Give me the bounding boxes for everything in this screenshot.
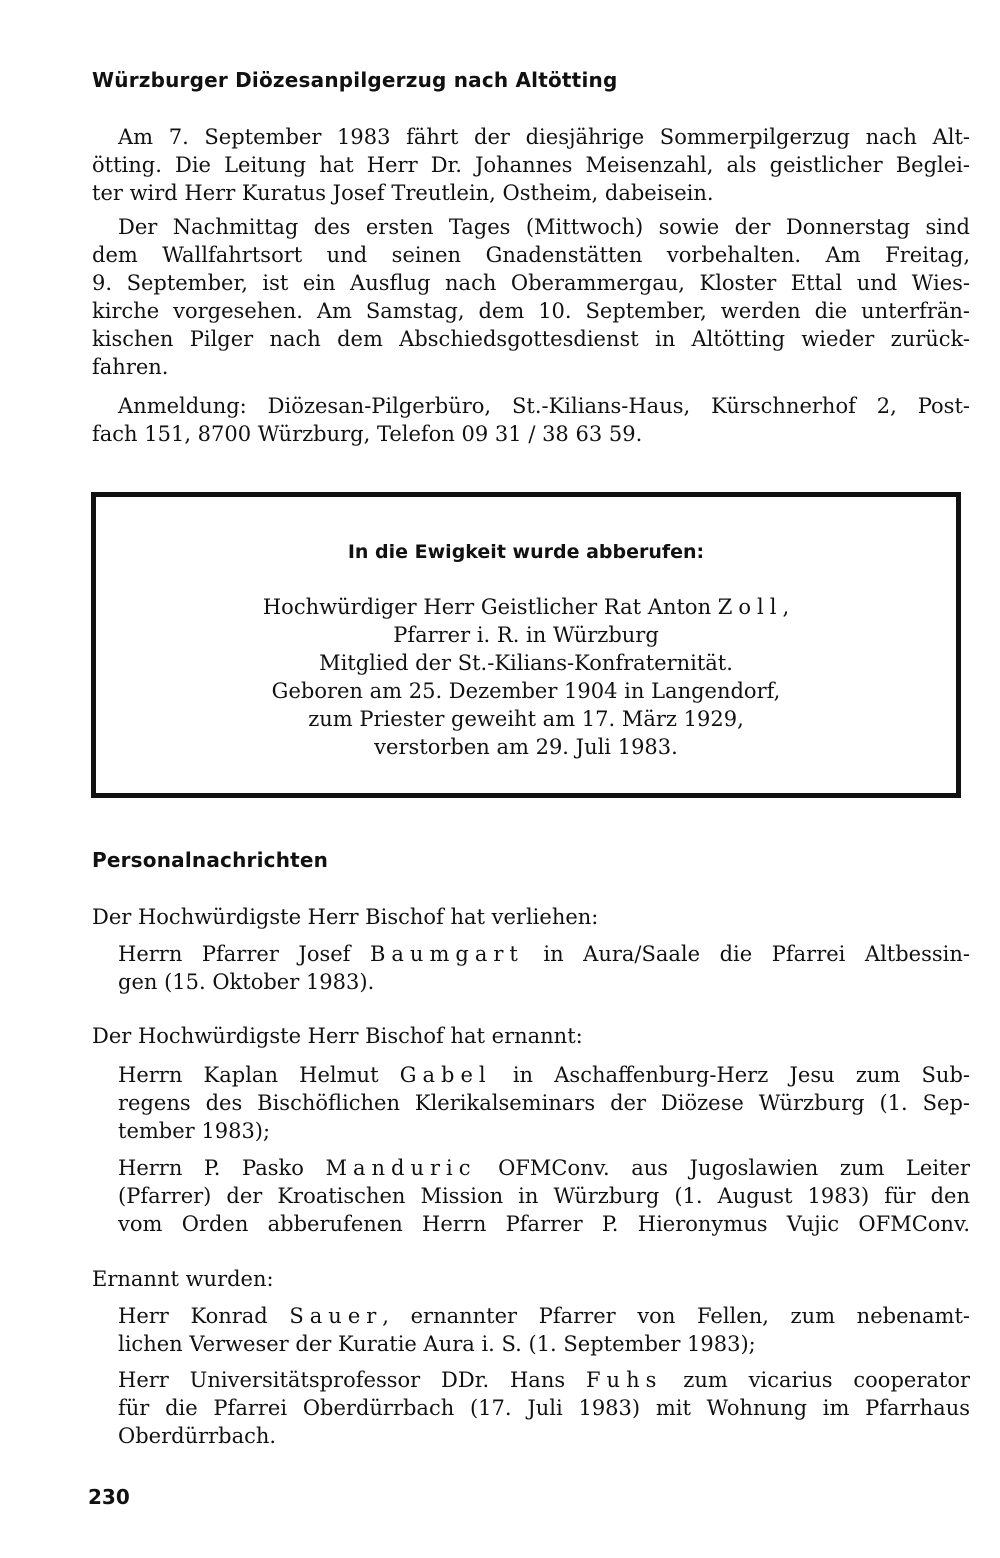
paragraph-line: 9. September, ist ein Ausflug nach Oberammergau, Kloster Ettal und Wies-	[92, 271, 970, 295]
obituary-text: Hochwürdiger Herr Geistlicher Rat Anton	[262, 595, 718, 619]
entry-text: zum vicarius cooperator	[662, 1368, 970, 1392]
paragraph-line: dem Wallfahrtsort und seinen Gnadenstätten vorbehalten. Am Freitag,	[92, 243, 970, 267]
paragraph-line: Anmeldung: Diözesan-Pilgerbüro, St.-Kilians-Haus, Kürschnerhof 2, Post-	[118, 394, 970, 418]
group-intro: Ernannt wurden:	[92, 1267, 274, 1291]
entry-line: (Pfarrer) der Kroatischen Mission in Würzburg (1. August 1983) für den	[118, 1184, 970, 1208]
page-number: 230	[88, 1485, 130, 1509]
paragraph-line: fahren.	[92, 355, 169, 379]
entry-line: tember 1983);	[118, 1119, 271, 1143]
entry-text: Herr Universitätsprofessor DDr. Hans	[118, 1368, 586, 1392]
obituary-line: Geboren am 25. Dezember 1904 in Langendorf,	[271, 679, 781, 703]
paragraph-line: fach 151, 8700 Würzburg, Telefon 09 31 / 38 63 59.	[92, 422, 643, 446]
entry-text: Herrn P. Pasko	[118, 1156, 326, 1180]
obituary-text: ,	[782, 595, 790, 619]
obituary-line: Mitglied der St.-Kilians-Konfraternität.	[319, 651, 733, 675]
group-intro: Der Hochwürdigste Herr Bischof hat ernannt:	[92, 1024, 583, 1048]
paragraph-line: kischen Pilger nach dem Abschiedsgottesdienst in Altötting wieder zurück-	[92, 327, 970, 351]
entry-name: Manduric	[325, 1156, 477, 1180]
entry-line: regens des Bischöflichen Klerikalseminars der Diözese Würzburg (1. Sep-	[118, 1091, 970, 1115]
entry-line: lichen Verweser der Kuratie Aura i. S. (1. September 1983);	[118, 1332, 756, 1356]
entry-text: in Aura/Saale die Pfarrei Altbessin-	[523, 942, 970, 966]
entry-text: Herr Konrad	[118, 1304, 290, 1328]
entry-line	[118, 1154, 970, 1182]
entry-text: Herrn Kaplan Helmut	[118, 1063, 400, 1087]
paragraph-line: ötting. Die Leitung hat Herr Dr. Johannes Meisenzahl, als geistlicher Beglei-	[92, 153, 970, 177]
entry-text: OFMConv. aus Jugoslawien zum Leiter	[476, 1156, 970, 1180]
entry-line	[118, 1061, 970, 1089]
entry-name: Baumgart	[369, 942, 524, 966]
entry-line: Oberdürrbach.	[118, 1424, 277, 1448]
obituary-line: Pfarrer i. R. in Würzburg	[393, 623, 659, 647]
section-heading-personalnachrichten: Personalnachrichten	[92, 848, 329, 872]
entry-name: Gabel	[399, 1063, 492, 1087]
entry-line	[118, 940, 970, 968]
entry-text: , ernannter Pfarrer von Fellen, zum nebenamt-	[382, 1304, 970, 1328]
obituary-line: verstorben am 29. Juli 1983.	[374, 735, 678, 759]
entry-text: Herrn Pfarrer Josef	[118, 942, 370, 966]
entry-text: in Aschaffenburg-Herz Jesu zum Sub-	[491, 1063, 970, 1087]
obituary-line	[96, 593, 956, 621]
section-heading-pilgerzug: Würzburger Diözesanpilgerzug nach Altötting	[92, 68, 618, 92]
entry-line: vom Orden abberufenen Herrn Pfarrer P. Hieronymus Vujic OFMConv.	[118, 1212, 970, 1236]
obituary-line: zum Priester geweiht am 17. März 1929,	[308, 707, 744, 731]
entry-name: Sauer	[289, 1304, 383, 1328]
obituary-title: In die Ewigkeit wurde abberufen:	[347, 541, 705, 563]
paragraph-line: Am 7. September 1983 fährt der diesjährige Sommerpilgerzug nach Alt-	[118, 125, 970, 149]
paragraph-line: ter wird Herr Kuratus Josef Treutlein, Ostheim, dabeisein.	[92, 181, 714, 205]
entry-line: gen (15. Oktober 1983).	[118, 970, 375, 994]
paragraph-line: kirche vorgesehen. Am Samstag, dem 10. September, werden die unterfrän-	[92, 299, 970, 323]
entry-name: Fuhs	[585, 1368, 663, 1392]
obituary-name: Zoll	[717, 595, 783, 619]
entry-line	[118, 1366, 970, 1394]
entry-line: für die Pfarrei Oberdürrbach (17. Juli 1983) mit Wohnung im Pfarrhaus	[118, 1396, 970, 1420]
obituary-box	[91, 492, 961, 798]
paragraph-line: Der Nachmittag des ersten Tages (Mittwoch) sowie der Donnerstag sind	[118, 215, 970, 239]
group-intro: Der Hochwürdigste Herr Bischof hat verliehen:	[92, 905, 599, 929]
entry-line	[118, 1302, 970, 1330]
